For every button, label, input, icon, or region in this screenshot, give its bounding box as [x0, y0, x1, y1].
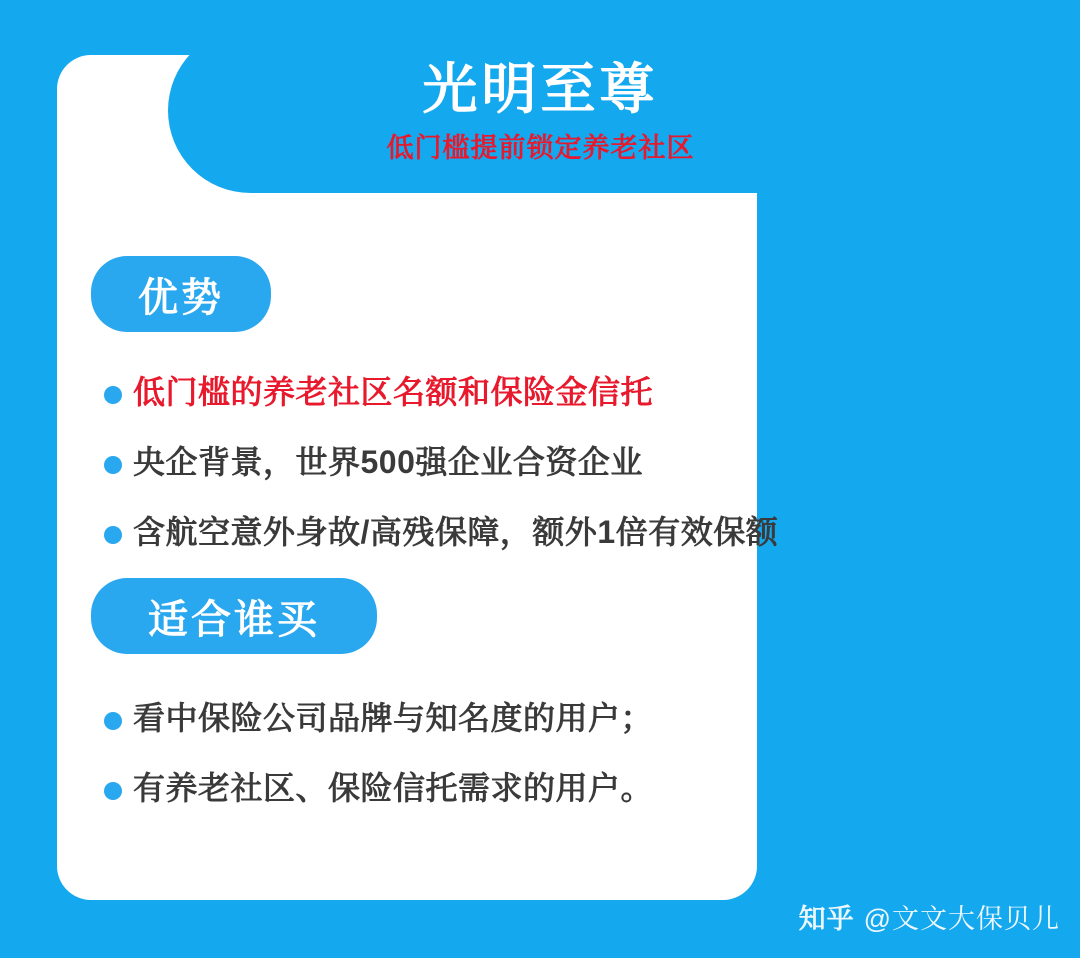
section-label-audience: 适合谁买 [91, 578, 377, 654]
list-item-label: 低门槛的养老社区名额和保险金信托 [133, 374, 654, 410]
page-title: 光明至尊 [422, 58, 659, 120]
list-item [104, 512, 964, 552]
bullet-dot-icon [104, 386, 122, 404]
bullet-dot-icon [104, 456, 122, 474]
audience-list [104, 698, 964, 838]
watermark-author: @文文大保贝儿 [863, 904, 1060, 934]
zhihu-logo: 知乎 [798, 904, 855, 934]
list-item [104, 442, 964, 482]
section-label-advantage: 优势 [91, 256, 271, 332]
advantage-list [104, 372, 964, 582]
bullet-dot-icon [104, 526, 122, 544]
bullet-dot-icon [104, 712, 122, 730]
list-item-label: 央企背景，世界500强企业合资企业 [133, 444, 643, 480]
list-item-label: 含航空意外身故/高残保障，额外1倍有效保额 [133, 514, 779, 550]
list-item [104, 768, 964, 808]
list-item [104, 698, 964, 738]
watermark [799, 897, 1060, 936]
bullet-dot-icon [104, 782, 122, 800]
header-banner [168, 28, 913, 193]
list-item [104, 372, 964, 412]
page-subtitle: 低门槛提前锁定养老社区 [386, 133, 695, 163]
list-item-label: 有养老社区、保险信托需求的用户。 [133, 770, 654, 806]
list-item-label: 看中保险公司品牌与知名度的用户； [133, 700, 654, 736]
